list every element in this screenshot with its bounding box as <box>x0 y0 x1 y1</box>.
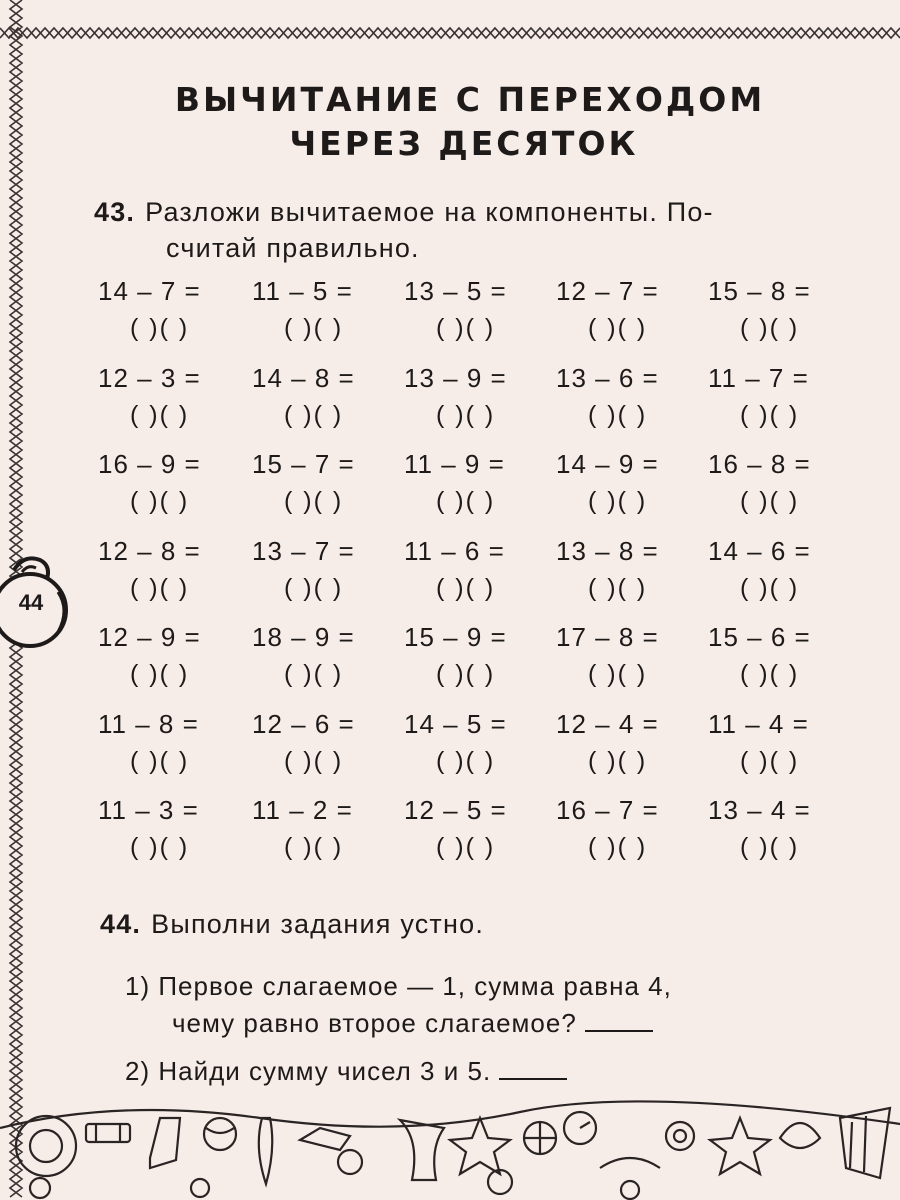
answer-blank-2[interactable] <box>499 1052 567 1080</box>
task-44-text: Выполни задания устно. <box>151 909 485 939</box>
task-44-item-2: 2) Найди сумму чисел 3 и 5. <box>125 1056 492 1086</box>
decomposition-parentheses[interactable]: ( )( ) <box>130 400 190 429</box>
decomposition-parentheses[interactable]: ( )( ) <box>130 746 190 775</box>
subtraction-expression: 14 – 8 = <box>252 362 355 393</box>
subtraction-expression: 13 – 6 = <box>556 362 659 393</box>
task-44-item-1-line-1: 1) Первое слагаемое — 1, сумма равна 4, <box>125 971 672 1001</box>
decomposition-parentheses[interactable]: ( )( ) <box>436 833 496 861</box>
task-44-header <box>100 904 484 944</box>
decomposition-parentheses[interactable]: ( )( ) <box>588 314 648 342</box>
exercise-row <box>0 536 900 622</box>
decomposition-parentheses[interactable]: ( )( ) <box>740 746 800 775</box>
subtraction-expression: 12 – 6 = <box>252 708 355 739</box>
task-44-item-2-wrap <box>125 1052 567 1089</box>
decomposition-parentheses[interactable]: ( )( ) <box>130 314 190 342</box>
subtraction-expression: 15 – 6 = <box>708 622 811 652</box>
exercise-row <box>0 363 900 449</box>
subtraction-expression: 15 – 9 = <box>404 622 507 652</box>
decomposition-parentheses[interactable]: ( )( ) <box>284 573 344 602</box>
subtraction-expression: 11 – 8 = <box>98 708 199 739</box>
decomposition-parentheses[interactable]: ( )( ) <box>130 833 190 861</box>
subtraction-expression: 17 – 8 = <box>556 622 659 652</box>
decomposition-parentheses[interactable]: ( )( ) <box>284 314 344 342</box>
answer-blank-1[interactable] <box>585 1004 653 1032</box>
subtraction-expression: 13 – 4 = <box>708 795 811 825</box>
decomposition-parentheses[interactable]: ( )( ) <box>740 833 800 861</box>
subtraction-expression: 12 – 5 = <box>404 795 507 825</box>
subtraction-expression: 12 – 4 = <box>556 708 659 739</box>
subtraction-expression: 16 – 9 = <box>98 449 201 479</box>
subtraction-expression: 11 – 7 = <box>708 362 809 393</box>
subtraction-expression: 11 – 9 = <box>404 449 505 479</box>
subtraction-expression: 18 – 9 = <box>252 622 355 652</box>
task-44-number: 44. <box>100 909 142 939</box>
task-43-text-line-1: Разложи вычитаемое на компоненты. По- <box>145 197 714 227</box>
exercise-row <box>0 795 900 881</box>
subtraction-expression: 14 – 5 = <box>404 708 507 739</box>
exercise-row <box>0 622 900 708</box>
subtraction-expression: 14 – 6 = <box>708 535 811 566</box>
decomposition-parentheses[interactable]: ( )( ) <box>740 314 800 342</box>
decomposition-parentheses[interactable]: ( )( ) <box>740 573 800 602</box>
subtraction-expression: 15 – 8 = <box>708 276 811 306</box>
decomposition-parentheses[interactable]: ( )( ) <box>284 833 344 861</box>
subtraction-expression: 15 – 7 = <box>252 449 355 479</box>
subtraction-expression: 16 – 7 = <box>556 795 659 825</box>
subtraction-expression: 14 – 9 = <box>556 449 659 479</box>
page-title-line-1: ВЫЧИТАНИЕ С ПЕРЕХОДОМ <box>174 80 766 119</box>
subtraction-expression: 12 – 3 = <box>98 362 201 393</box>
decomposition-parentheses[interactable]: ( )( ) <box>740 400 800 429</box>
exercise-row <box>0 709 900 795</box>
subtraction-expression: 13 – 8 = <box>556 535 659 566</box>
subtraction-expression: 11 – 6 = <box>404 535 505 566</box>
subtraction-expression: 12 – 8 = <box>98 535 201 566</box>
subtraction-expression: 13 – 5 = <box>404 276 507 306</box>
page-number: 44 <box>18 590 44 615</box>
task-43-number: 43. <box>94 197 136 227</box>
subtraction-expression: 11 – 5 = <box>252 276 353 306</box>
subtraction-expression: 12 – 9 = <box>98 622 201 652</box>
decomposition-parentheses[interactable]: ( )( ) <box>284 746 344 775</box>
decomposition-parentheses[interactable]: ( )( ) <box>436 487 496 515</box>
decomposition-parentheses[interactable]: ( )( ) <box>588 400 648 429</box>
decomposition-parentheses[interactable]: ( )( ) <box>588 746 648 775</box>
zigzag-border-top <box>0 26 900 40</box>
decomposition-parentheses[interactable]: ( )( ) <box>130 487 190 515</box>
decomposition-parentheses[interactable]: ( )( ) <box>284 487 344 515</box>
task-43-header <box>94 192 714 232</box>
task-43-text-line-2: считай правильно. <box>166 233 420 263</box>
sports-doodle-footer-icon <box>0 1088 900 1200</box>
subtraction-expression: 13 – 7 = <box>252 535 355 566</box>
decomposition-parentheses[interactable]: ( )( ) <box>436 573 496 602</box>
exercise-row <box>0 449 900 535</box>
subtraction-expression: 13 – 9 = <box>404 362 507 393</box>
decomposition-parentheses[interactable]: ( )( ) <box>436 400 496 429</box>
decomposition-parentheses[interactable]: ( )( ) <box>436 314 496 342</box>
decomposition-parentheses[interactable]: ( )( ) <box>588 833 648 861</box>
page-title-line-2: ЧЕРЕЗ ДЕСЯТОК <box>289 124 639 163</box>
decomposition-parentheses[interactable]: ( )( ) <box>740 487 800 515</box>
task-44-item-1-line-2-wrap <box>172 1004 653 1041</box>
subtraction-expression: 11 – 2 = <box>252 795 353 825</box>
subtraction-expression: 14 – 7 = <box>98 276 201 306</box>
decomposition-parentheses[interactable]: ( )( ) <box>284 400 344 429</box>
exercise-row <box>0 276 900 362</box>
decomposition-parentheses[interactable]: ( )( ) <box>588 573 648 602</box>
subtraction-expression: 11 – 4 = <box>708 708 809 739</box>
subtraction-expression: 11 – 3 = <box>98 795 199 825</box>
decomposition-parentheses[interactable]: ( )( ) <box>588 660 648 688</box>
decomposition-parentheses[interactable]: ( )( ) <box>130 660 190 688</box>
decomposition-parentheses[interactable]: ( )( ) <box>284 660 344 688</box>
decomposition-parentheses[interactable]: ( )( ) <box>436 746 496 775</box>
subtraction-expression: 12 – 7 = <box>556 276 659 306</box>
decomposition-parentheses[interactable]: ( )( ) <box>436 660 496 688</box>
subtraction-expression: 16 – 8 = <box>708 449 811 479</box>
task-44-item-1-line-2: чему равно второе слагаемое? <box>172 1008 577 1038</box>
decomposition-parentheses[interactable]: ( )( ) <box>588 487 648 515</box>
decomposition-parentheses[interactable]: ( )( ) <box>740 660 800 688</box>
decomposition-parentheses[interactable]: ( )( ) <box>130 573 190 602</box>
